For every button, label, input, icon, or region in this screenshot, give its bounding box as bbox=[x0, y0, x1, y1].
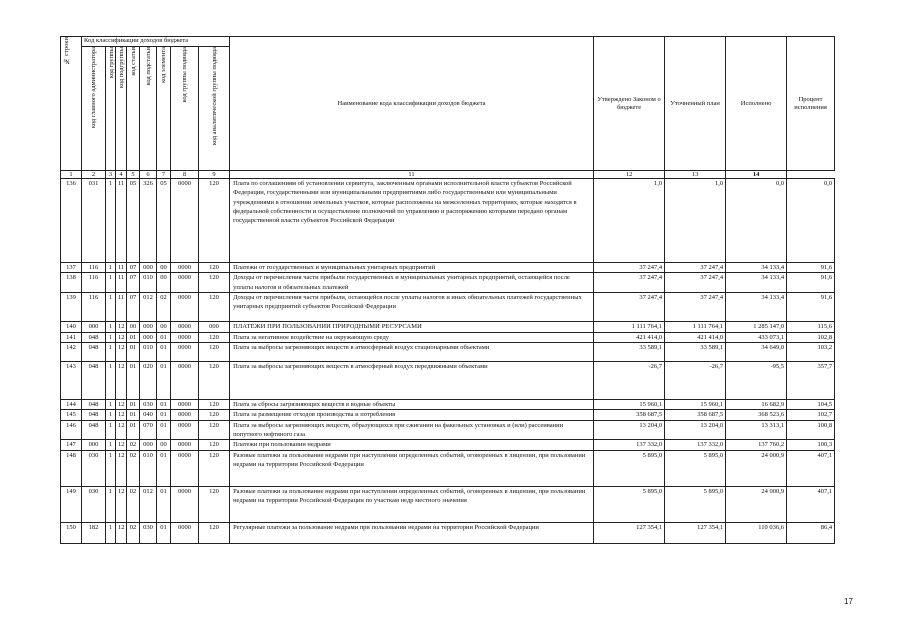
code-element: 01 bbox=[157, 343, 171, 362]
column-number: 6 bbox=[140, 171, 157, 179]
revenue-name: Плата за выбросы загрязняющих веществ, образующихся при сжигании на факельных установках и (или) рассеивании попутного нефтяного газа bbox=[230, 420, 594, 440]
code-analytic-group: 120 bbox=[199, 362, 230, 400]
code-subtype-group: 0000 bbox=[171, 179, 199, 263]
revised-value: 127 354,1 bbox=[665, 522, 726, 543]
table-row bbox=[61, 400, 835, 410]
code-analytic-group: 120 bbox=[199, 450, 230, 486]
approved-value: 421 414,0 bbox=[594, 332, 665, 342]
row-number: 136 bbox=[61, 179, 82, 263]
percent-value: 407,1 bbox=[787, 486, 835, 522]
column-number: 4 bbox=[116, 171, 127, 179]
revised-value: 5 895,0 bbox=[665, 450, 726, 486]
code-subarticle: 020 bbox=[140, 362, 157, 400]
row-number: 139 bbox=[61, 292, 82, 321]
row-number: 146 bbox=[61, 420, 82, 440]
percent-value: 91,6 bbox=[787, 263, 835, 273]
table-row bbox=[61, 321, 835, 332]
executed-value: -95,5 bbox=[726, 362, 787, 400]
table-row bbox=[61, 440, 835, 450]
row-number: 138 bbox=[61, 273, 82, 293]
row-number: 148 bbox=[61, 450, 82, 486]
header-code-subgroup: код подгруппы bbox=[116, 47, 127, 171]
table-row bbox=[61, 263, 835, 273]
code-admin: 000 bbox=[82, 321, 106, 332]
revenue-name: Плата за негативное воздействие на окружающую среду bbox=[230, 332, 594, 342]
budget-revenue-table bbox=[60, 36, 835, 544]
code-article: 01 bbox=[127, 410, 140, 420]
revised-value: 37 247,4 bbox=[665, 273, 726, 293]
row-number: 147 bbox=[61, 440, 82, 450]
header-code-group: код группы bbox=[106, 47, 116, 171]
percent-value: 91,6 bbox=[787, 273, 835, 293]
approved-value: 1,0 bbox=[594, 179, 665, 263]
percent-value: 91,6 bbox=[787, 292, 835, 321]
percent-value: 0,0 bbox=[787, 179, 835, 263]
code-element: 01 bbox=[157, 400, 171, 410]
header-approved: Утверждено Законом о бюджете bbox=[594, 37, 665, 171]
executed-value: 34 649,0 bbox=[726, 343, 787, 362]
revised-value: 33 589,1 bbox=[665, 343, 726, 362]
code-group: 1 bbox=[106, 179, 116, 263]
header-percent: Процент исполнения bbox=[787, 37, 835, 171]
row-number: 145 bbox=[61, 410, 82, 420]
code-element: 01 bbox=[157, 420, 171, 440]
code-element: 02 bbox=[157, 292, 171, 321]
code-subgroup: 12 bbox=[116, 450, 127, 486]
header-code-article: код статьи bbox=[127, 47, 140, 171]
code-subtype-group: 0000 bbox=[171, 273, 199, 293]
code-group: 1 bbox=[106, 343, 116, 362]
percent-value: 100,3 bbox=[787, 440, 835, 450]
code-admin: 048 bbox=[82, 343, 106, 362]
code-subgroup: 11 bbox=[116, 179, 127, 263]
revenue-name: ПЛАТЕЖИ ПРИ ПОЛЬЗОВАНИИ ПРИРОДНЫМИ РЕСУРСАМИ bbox=[230, 321, 594, 332]
code-element: 01 bbox=[157, 486, 171, 522]
executed-value: 34 133,4 bbox=[726, 263, 787, 273]
approved-value: 33 589,1 bbox=[594, 343, 665, 362]
table-row bbox=[61, 292, 835, 321]
approved-value: 5 895,0 bbox=[594, 450, 665, 486]
code-subtype-group: 0000 bbox=[171, 522, 199, 543]
percent-value: 86,4 bbox=[787, 522, 835, 543]
row-number: 141 bbox=[61, 332, 82, 342]
column-number: 13 bbox=[665, 171, 726, 179]
revenue-name: Регулярные платежи за пользование недрами при пользовании недрами на территории Российской Федерации bbox=[230, 522, 594, 543]
executed-value: 34 133,4 bbox=[726, 273, 787, 293]
column-number: 3 bbox=[106, 171, 116, 179]
code-subtype-group: 0000 bbox=[171, 420, 199, 440]
code-admin: 048 bbox=[82, 420, 106, 440]
code-article: 07 bbox=[127, 263, 140, 273]
code-element: 01 bbox=[157, 332, 171, 342]
code-group: 1 bbox=[106, 292, 116, 321]
code-subarticle: 000 bbox=[140, 321, 157, 332]
table-row bbox=[61, 522, 835, 543]
code-subgroup: 12 bbox=[116, 343, 127, 362]
revised-value: 37 247,4 bbox=[665, 292, 726, 321]
column-number: 7 bbox=[157, 171, 171, 179]
column-number: 12 bbox=[594, 171, 665, 179]
code-subgroup: 12 bbox=[116, 410, 127, 420]
code-article: 01 bbox=[127, 400, 140, 410]
code-admin: 182 bbox=[82, 522, 106, 543]
code-article: 07 bbox=[127, 273, 140, 293]
code-analytic-group: 120 bbox=[199, 292, 230, 321]
code-subtype-group: 0000 bbox=[171, 321, 199, 332]
revised-value: 13 204,0 bbox=[665, 420, 726, 440]
code-element: 00 bbox=[157, 440, 171, 450]
code-element: 05 bbox=[157, 179, 171, 263]
code-element: 01 bbox=[157, 450, 171, 486]
code-subtype-group: 0000 bbox=[171, 343, 199, 362]
code-group: 1 bbox=[106, 273, 116, 293]
code-subgroup: 12 bbox=[116, 321, 127, 332]
header-code-element: код элемента bbox=[157, 47, 171, 171]
approved-value: 137 332,0 bbox=[594, 440, 665, 450]
percent-value: 115,6 bbox=[787, 321, 835, 332]
row-number: 140 bbox=[61, 321, 82, 332]
executed-value: 16 682,9 bbox=[726, 400, 787, 410]
executed-value: 137 760,2 bbox=[726, 440, 787, 450]
code-subgroup: 11 bbox=[116, 263, 127, 273]
code-group: 1 bbox=[106, 410, 116, 420]
code-article: 02 bbox=[127, 450, 140, 486]
executed-value: 0,0 bbox=[726, 179, 787, 263]
code-subarticle: 030 bbox=[140, 400, 157, 410]
code-subtype-group: 0000 bbox=[171, 362, 199, 400]
approved-value: 13 204,0 bbox=[594, 420, 665, 440]
code-article: 02 bbox=[127, 522, 140, 543]
header-code-subtype-group: код группы подвида bbox=[171, 47, 199, 171]
page-number: 17 bbox=[844, 597, 853, 606]
header-row-no: № строки bbox=[61, 37, 82, 171]
code-element: 00 bbox=[157, 273, 171, 293]
column-number: 11 bbox=[230, 171, 594, 179]
approved-value: 15 960,1 bbox=[594, 400, 665, 410]
executed-value: 34 133,4 bbox=[726, 292, 787, 321]
code-analytic-group: 120 bbox=[199, 440, 230, 450]
percent-value: 103,2 bbox=[787, 343, 835, 362]
code-element: 00 bbox=[157, 263, 171, 273]
code-analytic-group: 120 bbox=[199, 332, 230, 342]
code-group: 1 bbox=[106, 420, 116, 440]
revised-value: 1,0 bbox=[665, 179, 726, 263]
executed-value: 433 073,1 bbox=[726, 332, 787, 342]
code-admin: 116 bbox=[82, 263, 106, 273]
revised-value: 421 414,0 bbox=[665, 332, 726, 342]
row-number: 142 bbox=[61, 343, 82, 362]
row-number: 143 bbox=[61, 362, 82, 400]
code-subtype-group: 0000 bbox=[171, 450, 199, 486]
code-subgroup: 12 bbox=[116, 440, 127, 450]
code-element: 01 bbox=[157, 362, 171, 400]
code-subarticle: 012 bbox=[140, 292, 157, 321]
code-subarticle: 040 bbox=[140, 410, 157, 420]
code-analytic-group: 120 bbox=[199, 273, 230, 293]
code-subgroup: 11 bbox=[116, 273, 127, 293]
code-article: 01 bbox=[127, 420, 140, 440]
code-subtype-group: 0000 bbox=[171, 263, 199, 273]
revenue-name: Платежи от государственных и муниципальных унитарных предприятий bbox=[230, 263, 594, 273]
code-subtype-group: 0000 bbox=[171, 292, 199, 321]
code-subtype-group: 0000 bbox=[171, 400, 199, 410]
code-group: 1 bbox=[106, 522, 116, 543]
code-subarticle: 000 bbox=[140, 263, 157, 273]
revenue-name: Платежи при пользовании недрами bbox=[230, 440, 594, 450]
code-subarticle: 012 bbox=[140, 486, 157, 522]
row-number: 144 bbox=[61, 400, 82, 410]
code-subarticle: 010 bbox=[140, 450, 157, 486]
code-subtype-group: 0000 bbox=[171, 410, 199, 420]
code-analytic-group: 120 bbox=[199, 179, 230, 263]
code-subarticle: 030 bbox=[140, 522, 157, 543]
table-row bbox=[61, 332, 835, 342]
code-analytic-group: 120 bbox=[199, 420, 230, 440]
percent-value: 407,1 bbox=[787, 450, 835, 486]
code-article: 07 bbox=[127, 292, 140, 321]
revenue-name: Плата за выбросы загрязняющих веществ в атмосферный воздух передвижными объектами bbox=[230, 362, 594, 400]
row-number: 137 bbox=[61, 263, 82, 273]
percent-value: 102,7 bbox=[787, 410, 835, 420]
code-subgroup: 11 bbox=[116, 292, 127, 321]
code-admin: 116 bbox=[82, 292, 106, 321]
code-analytic-group: 120 bbox=[199, 400, 230, 410]
code-article: 01 bbox=[127, 332, 140, 342]
percent-value: 357,7 bbox=[787, 362, 835, 400]
code-article: 05 bbox=[127, 179, 140, 263]
code-admin: 031 bbox=[82, 179, 106, 263]
header-code-analytic-group: код аналитической группы подвида bbox=[199, 47, 230, 171]
code-admin: 000 bbox=[82, 440, 106, 450]
column-number: 8 bbox=[171, 171, 199, 179]
code-subgroup: 12 bbox=[116, 400, 127, 410]
code-admin: 030 bbox=[82, 486, 106, 522]
revenue-name: Плата за выбросы загрязняющих веществ в атмосферный воздух стационарными объектами bbox=[230, 343, 594, 362]
revenue-name: Плата по соглашениям об установлении сервитута, заключенным органами исполнительной власти субъектов Российской Федерации, государственными или муниципальными предприятиями либо государственными или муниципальными учреждениями в отношении земельных участков, которые расположены на межселенных территориях, которые находятся в федеральной собственности и осуществление полномочий по управлению и распоряжению которыми передано органам государственной власти субъектов Российской Федерации bbox=[230, 179, 594, 263]
approved-value: 5 895,0 bbox=[594, 486, 665, 522]
header-revised: Уточненный план bbox=[665, 37, 726, 171]
code-group: 1 bbox=[106, 440, 116, 450]
row-number: 149 bbox=[61, 486, 82, 522]
code-article: 01 bbox=[127, 362, 140, 400]
code-element: 01 bbox=[157, 522, 171, 543]
code-group: 1 bbox=[106, 332, 116, 342]
header-classification-group: Код классификации доходов бюджета bbox=[82, 37, 230, 47]
code-subgroup: 12 bbox=[116, 486, 127, 522]
revised-value: 15 960,1 bbox=[665, 400, 726, 410]
code-subarticle: 326 bbox=[140, 179, 157, 263]
revenue-name: Доходы от перечисления части прибыли, остающейся после уплаты налогов и иных обязательных платежей государственных унитарных предприятий субъектов Российской Федерации bbox=[230, 292, 594, 321]
approved-value: 1 111 764,1 bbox=[594, 321, 665, 332]
code-article: 02 bbox=[127, 440, 140, 450]
code-admin: 048 bbox=[82, 400, 106, 410]
revised-value: 358 687,5 bbox=[665, 410, 726, 420]
revised-value: 37 247,4 bbox=[665, 263, 726, 273]
column-number-row bbox=[61, 171, 835, 179]
code-article: 02 bbox=[127, 486, 140, 522]
column-number: 14 bbox=[726, 171, 787, 179]
approved-value: 37 247,4 bbox=[594, 263, 665, 273]
code-article: 01 bbox=[127, 343, 140, 362]
table-body bbox=[61, 179, 835, 544]
column-number: 5 bbox=[127, 171, 140, 179]
column-number: 1 bbox=[61, 171, 82, 179]
table-row bbox=[61, 450, 835, 486]
header-code-subarticle: код подстатьи bbox=[140, 47, 157, 171]
code-subarticle: 000 bbox=[140, 440, 157, 450]
header-code-admin: код главного администратора bbox=[82, 47, 106, 171]
executed-value: 24 000,9 bbox=[726, 450, 787, 486]
column-number: 9 bbox=[199, 171, 230, 179]
code-analytic-group: 120 bbox=[199, 410, 230, 420]
code-group: 1 bbox=[106, 362, 116, 400]
executed-value: 368 523,6 bbox=[726, 410, 787, 420]
code-element: 01 bbox=[157, 410, 171, 420]
code-group: 1 bbox=[106, 263, 116, 273]
code-group: 1 bbox=[106, 321, 116, 332]
code-analytic-group: 120 bbox=[199, 522, 230, 543]
code-subgroup: 12 bbox=[116, 362, 127, 400]
code-subtype-group: 0000 bbox=[171, 486, 199, 522]
revenue-name: Плата за сбросы загрязняющих веществ в водные объекты bbox=[230, 400, 594, 410]
table-row bbox=[61, 486, 835, 522]
revenue-name: Доходы от перечисления части прибыли государственных и муниципальных унитарных предприятий, остающейся после уплаты налогов и обязательных платежей bbox=[230, 273, 594, 293]
code-subarticle: 000 bbox=[140, 332, 157, 342]
code-admin: 048 bbox=[82, 332, 106, 342]
code-analytic-group: 120 bbox=[199, 486, 230, 522]
executed-value: 1 285 147,0 bbox=[726, 321, 787, 332]
code-subarticle: 010 bbox=[140, 273, 157, 293]
table-row bbox=[61, 343, 835, 362]
code-admin: 116 bbox=[82, 273, 106, 293]
header-name: Наименование кода классификации доходов бюджета bbox=[230, 37, 594, 171]
approved-value: 37 247,4 bbox=[594, 273, 665, 293]
code-analytic-group: 120 bbox=[199, 343, 230, 362]
code-element: 00 bbox=[157, 321, 171, 332]
code-group: 1 bbox=[106, 400, 116, 410]
code-admin: 030 bbox=[82, 450, 106, 486]
revised-value: -26,7 bbox=[665, 362, 726, 400]
percent-value: 104,5 bbox=[787, 400, 835, 410]
code-admin: 048 bbox=[82, 410, 106, 420]
revised-value: 1 111 764,1 bbox=[665, 321, 726, 332]
executed-value: 110 036,6 bbox=[726, 522, 787, 543]
code-subgroup: 12 bbox=[116, 332, 127, 342]
table-row bbox=[61, 179, 835, 263]
approved-value: 358 687,5 bbox=[594, 410, 665, 420]
row-number: 150 bbox=[61, 522, 82, 543]
table-row bbox=[61, 362, 835, 400]
table-row bbox=[61, 273, 835, 293]
table-row bbox=[61, 420, 835, 440]
code-subarticle: 070 bbox=[140, 420, 157, 440]
code-subtype-group: 0000 bbox=[171, 440, 199, 450]
table-row bbox=[61, 410, 835, 420]
revenue-name: Разовые платежи за пользование недрами при наступлении определенных событий, оговоренных в лицензии, при пользовании недрами на территории Российской Федерации по участкам недр местного значения bbox=[230, 486, 594, 522]
revenue-name: Разовые платежи за пользование недрами при наступлении определенных событий, оговоренных в лицензии, при пользовании недрами на территории Российской Федерации bbox=[230, 450, 594, 486]
revised-value: 137 332,0 bbox=[665, 440, 726, 450]
executed-value: 13 313,1 bbox=[726, 420, 787, 440]
approved-value: 37 247,4 bbox=[594, 292, 665, 321]
code-subtype-group: 0000 bbox=[171, 332, 199, 342]
code-analytic-group: 120 bbox=[199, 263, 230, 273]
executed-value: 24 000,9 bbox=[726, 486, 787, 522]
revenue-name: Плата за размещение отходов производства и потребления bbox=[230, 410, 594, 420]
code-subarticle: 010 bbox=[140, 343, 157, 362]
approved-value: 127 354,1 bbox=[594, 522, 665, 543]
code-article: 00 bbox=[127, 321, 140, 332]
header-executed: Исполнено bbox=[726, 37, 787, 171]
code-admin: 048 bbox=[82, 362, 106, 400]
code-analytic-group: 000 bbox=[199, 321, 230, 332]
code-subgroup: 12 bbox=[116, 522, 127, 543]
percent-value: 102,8 bbox=[787, 332, 835, 342]
code-subgroup: 12 bbox=[116, 420, 127, 440]
revised-value: 5 895,0 bbox=[665, 486, 726, 522]
code-group: 1 bbox=[106, 450, 116, 486]
code-group: 1 bbox=[106, 486, 116, 522]
percent-value: 100,8 bbox=[787, 420, 835, 440]
approved-value: -26,7 bbox=[594, 362, 665, 400]
column-number: 2 bbox=[82, 171, 106, 179]
